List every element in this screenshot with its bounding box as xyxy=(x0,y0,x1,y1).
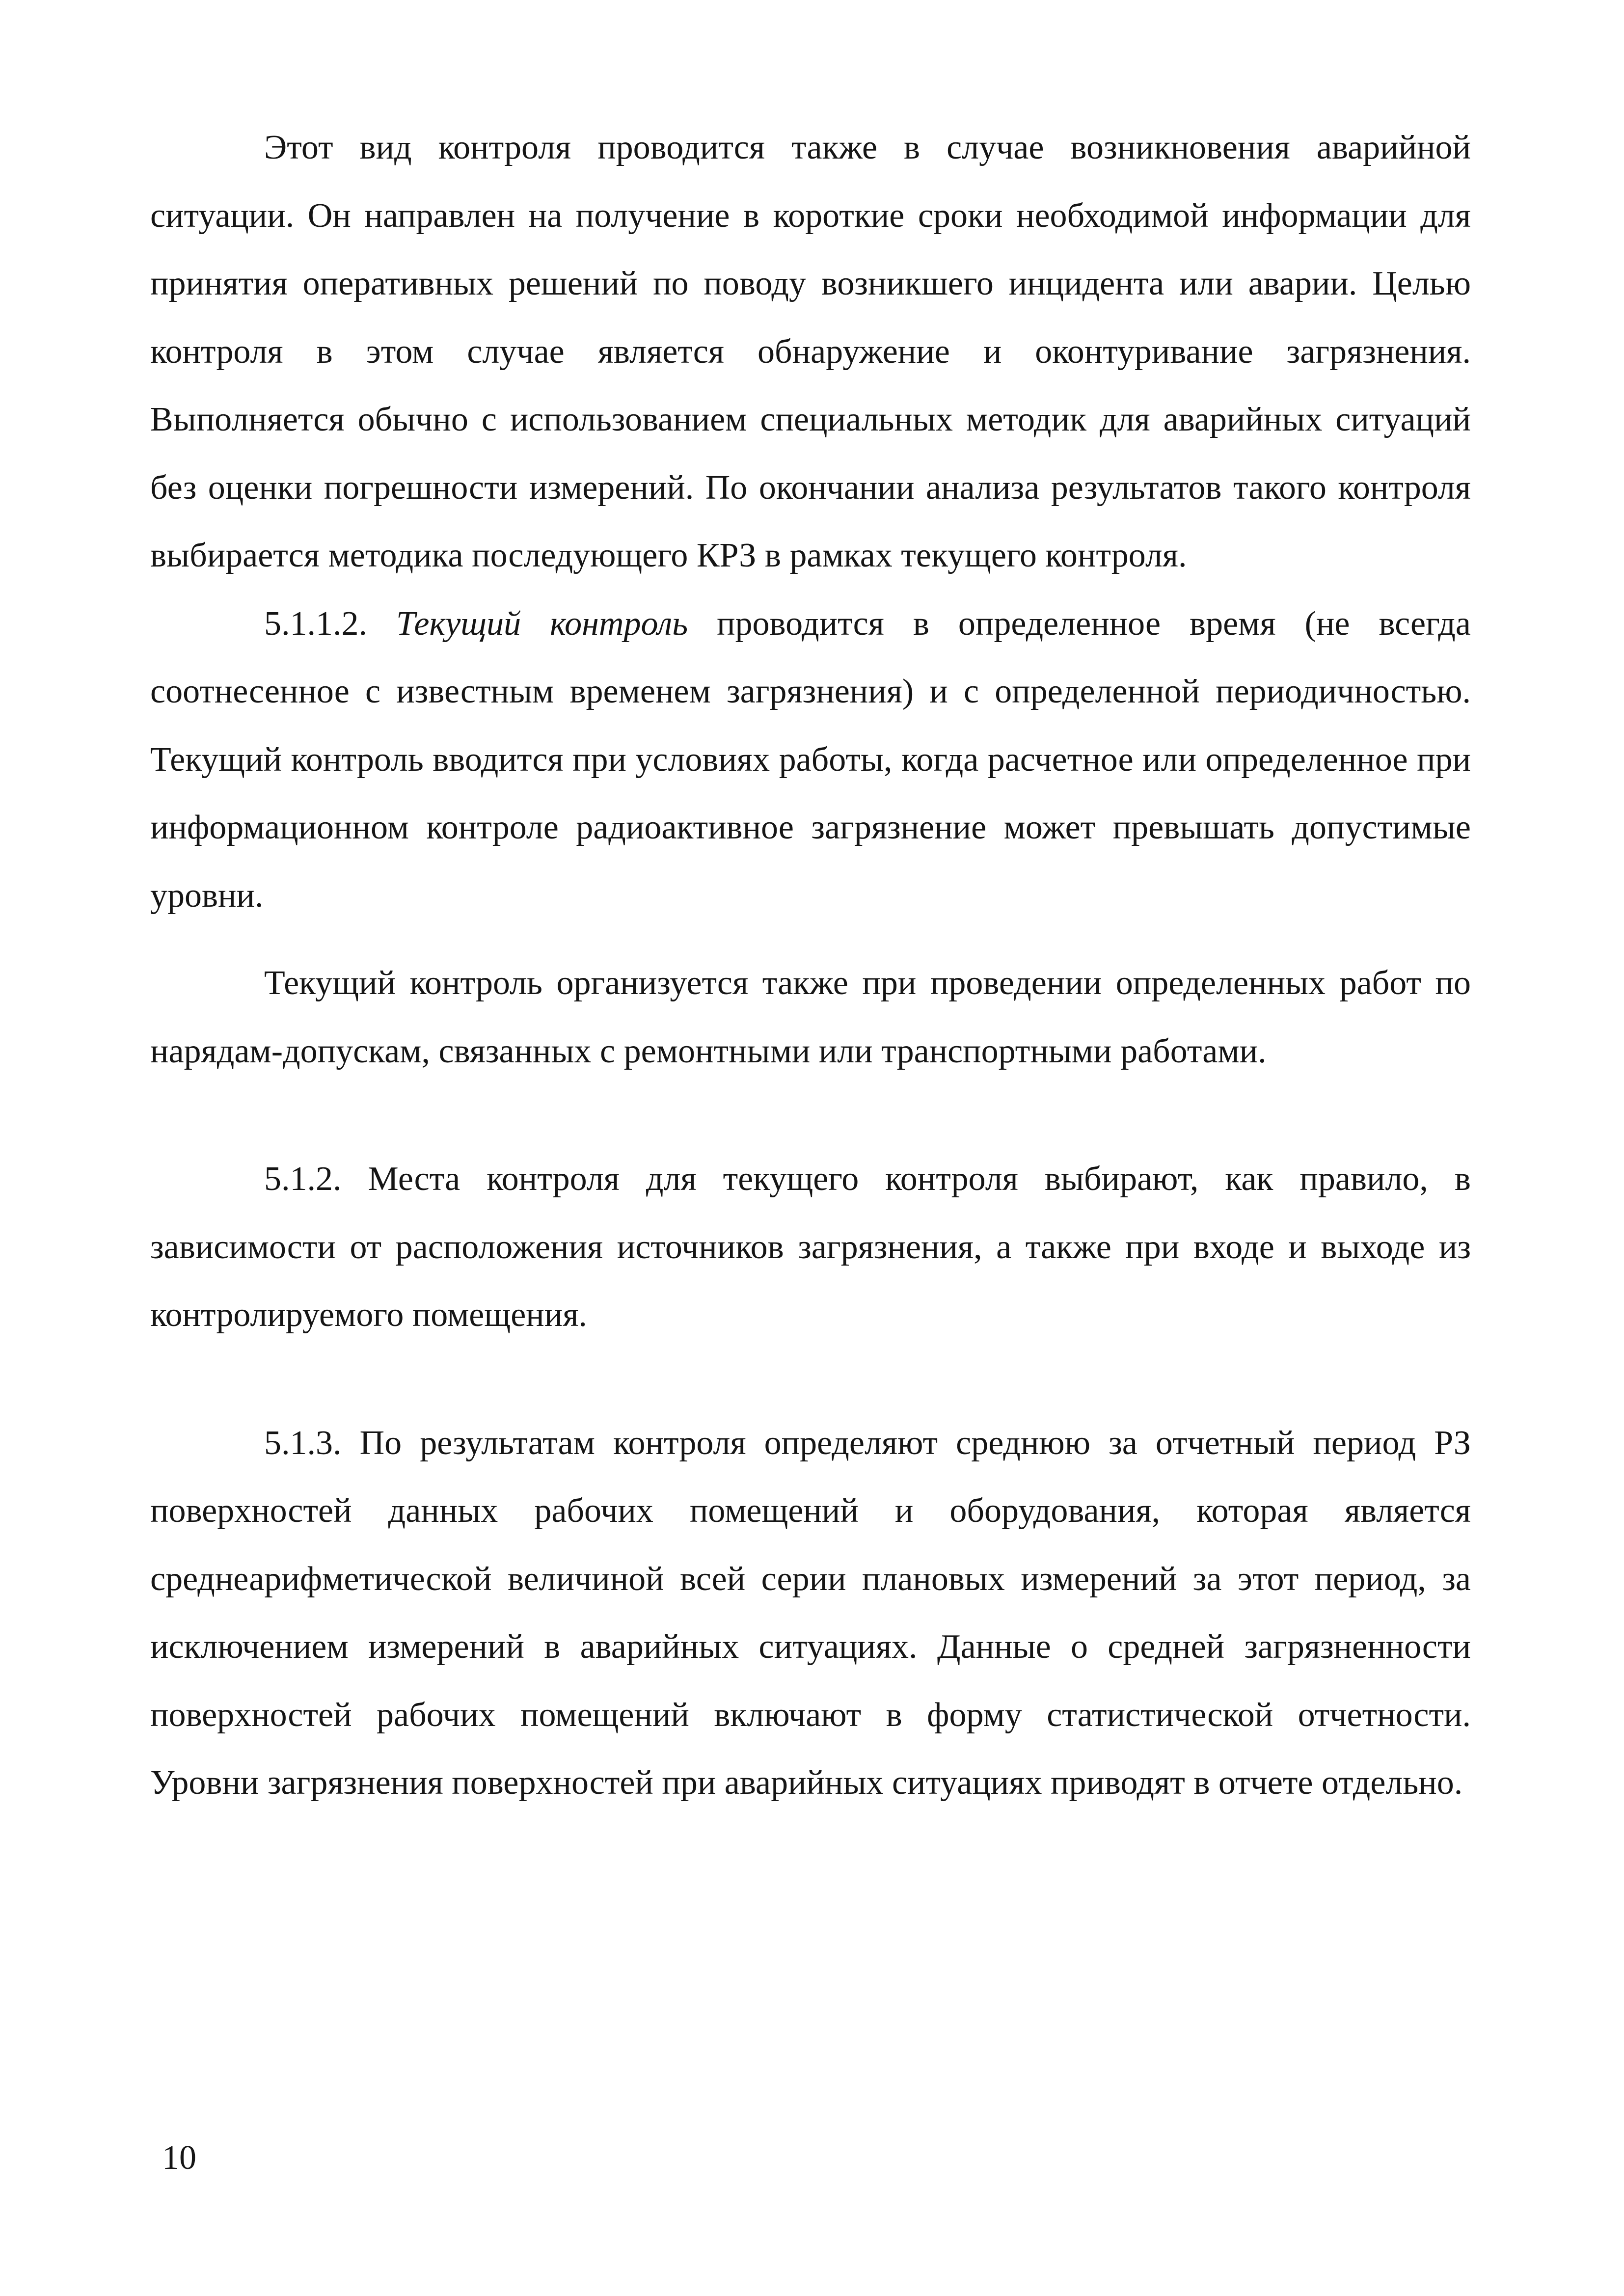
body-text xyxy=(150,114,1471,1817)
italic-term: Текущий контроль xyxy=(396,604,688,643)
paragraph-control-locations xyxy=(150,1145,1471,1350)
page-number: 10 xyxy=(162,2139,196,2177)
paragraph-text: Текущий контроль организуется также при проведении определенных работ по нарядам-допускам, связанных с ремонтными или транспортными работами. xyxy=(150,964,1471,1070)
paragraph-control-results xyxy=(150,1409,1471,1817)
paragraph-emergency-control xyxy=(150,114,1471,590)
paragraph-text: 5.1.3. По результатам контроля определяют среднюю за отчетный период РЗ поверхностей данных рабочих помещений и оборудования, которая является среднеарифметической величиной всей серии плановых измерений за этот период, за исключением измерений в аварийных ситуациях. Данные о средней загрязненности поверхностей рабочих помещений включают в форму статистической отчетности. Уровни загрязнения поверхностей при аварийных ситуациях приводят в отчете отдельно. xyxy=(150,1424,1471,1802)
paragraph-current-control xyxy=(150,590,1471,930)
paragraph-text: Этот вид контроля проводится также в случае возникновения аварийной ситуации. Он направлен на получение в короткие сроки необходимой информации для принятия оперативных решений по поводу возникшего инцидента или аварии. Целью контроля в этом случае является обнаружение и оконтуривание загрязнения. Выполняется обычно с использованием специальных методик для аварийных ситуаций без оценки погрешности измерений. По окончании анализа результатов такого контроля выбирается методика последующего КРЗ в рамках текущего контроля. xyxy=(150,129,1471,574)
section-number: 5.1.1.2. xyxy=(264,604,367,643)
paragraph-text: 5.1.2. Места контроля для текущего контроля выбирают, как правило, в зависимости от расположения источников загрязнения, а также при входе и выходе из контролируемого помещения. xyxy=(150,1160,1471,1334)
paragraph-text: проводится в определенное время (не всегда соотнесенное с известным временем загрязнения) и с определенной периодичностью. Текущий контроль вводится при условиях работы, когда расчетное или определенное при информационном контроле радиоактивное загрязнение может превышать допустимые уровни. xyxy=(150,604,1471,915)
paragraph-work-permits xyxy=(150,949,1471,1085)
